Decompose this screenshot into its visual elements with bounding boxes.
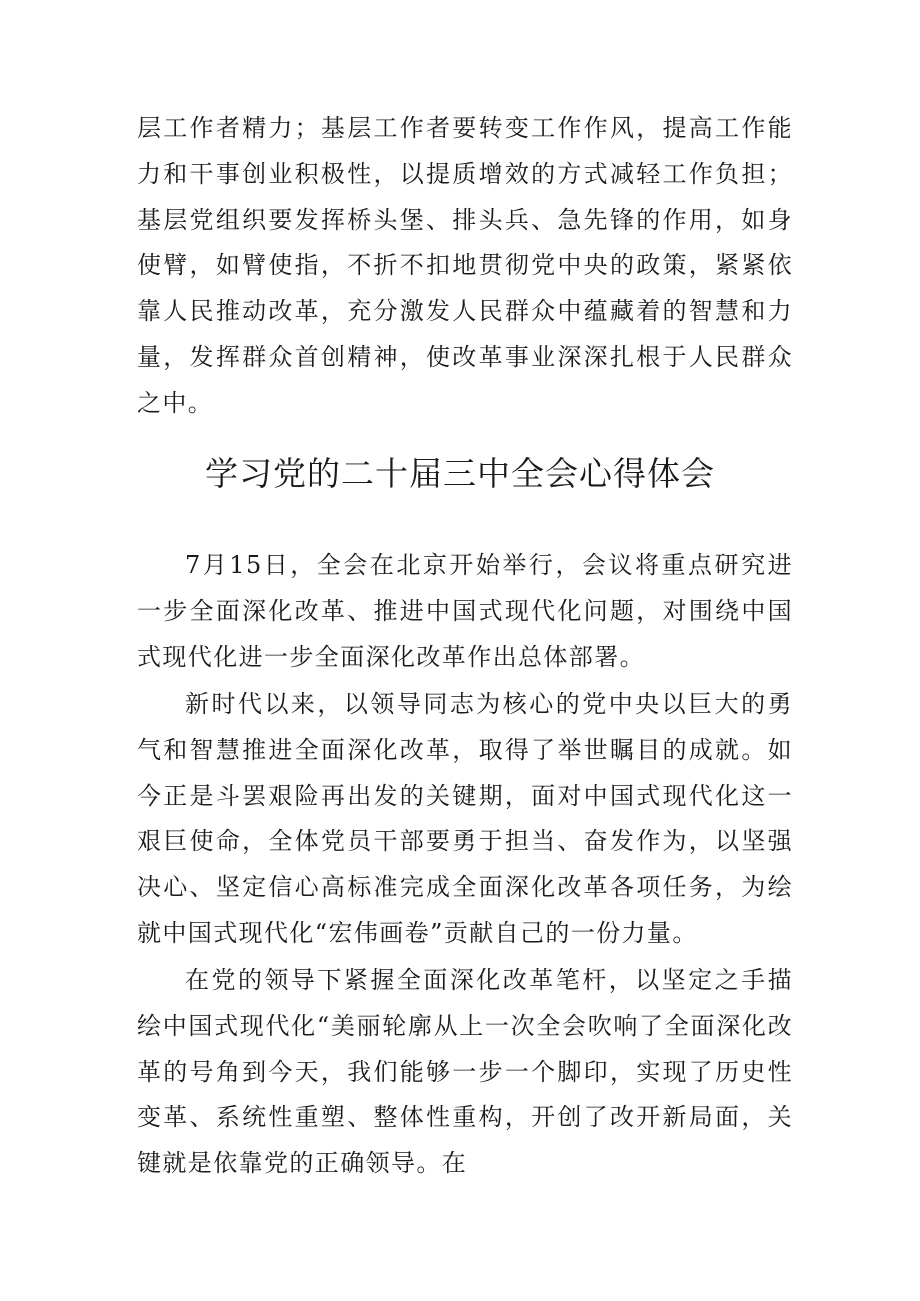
article-title: 学习党的二十届三中全会心得体会 — [205, 454, 715, 493]
paragraph-1: 7月15日，全会在北京开始举行，会议将重点研究进一步全面深化改革、推进中国式现代化问题，对围绕中国式现代化进一步全面深化改革作出总体部署。 — [137, 551, 793, 671]
paragraph-3: 在党的领导下紧握全面深化改革笔杆，以坚定之手描绘中国式现代化“美丽轮廓从上一次全会吹响了全面深化改革的号角到今天，我们能够一步一个脚印，实现了历史性变革、系统性重塑、整体性重构，开创了改开新局面，关键就是依靠党的正确领导。在 — [137, 966, 793, 1178]
paragraph-2: 新时代以来，以领导同志为核心的党中央以巨大的勇气和智慧推进全面深化改革，取得了举世瞩目的成就。如今正是斗罢艰险再出发的关键期，面对中国式现代化这一艰巨使命，全体党员干部要勇于担当、奋发作为，以坚强决心、坚定信心高标准完成全面深化改革各项任务，为绘就中国式现代化“宏伟画卷”贡献自己的一份力量。 — [137, 690, 793, 947]
continued-paragraph: 层工作者精力；基层工作者要转变工作作风，提高工作能力和干事创业积极性，以提质增效的方式减轻工作负担；基层党组织要发挥桥头堡、排头兵、急先锋的作用，如身使臂，如臂使指，不折不扣地贯彻党中央的政策，紧紧依靠人民推动改革，充分激发人民群众中蕴藏着的智慧和力量，发挥群众首创精神，使改革事业深深扎根于人民群众之中。 — [137, 114, 793, 417]
